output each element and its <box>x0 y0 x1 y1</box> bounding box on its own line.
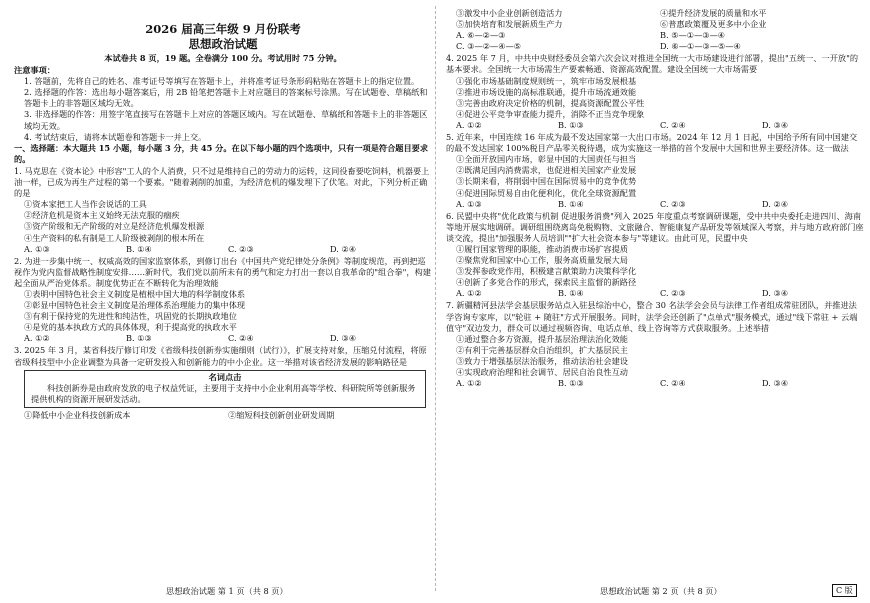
page-footer-left: 思想政治试题 第 1 页（共 8 页） <box>166 586 288 596</box>
page-2 <box>446 8 864 389</box>
choice-b: B. ①③ <box>126 333 152 344</box>
term-explanation-box <box>24 370 426 408</box>
statement-option: ①通过整合多方资源，提升基层治理法治化效能 <box>456 333 628 344</box>
statement-option: ②推进市场设施的高标准联通，提升市场流通效能 <box>456 86 637 97</box>
statement-option: ④生产资料的私有制是工人阶级被剥削的根本所在 <box>24 232 205 243</box>
choice-d: D. ②④ <box>762 198 789 209</box>
statement-option: ①资本家把工人当作会说话的工具 <box>24 199 147 210</box>
statement-option: ②彰显中国特色社会主义制度是治理体系治理能力的集中体现 <box>24 300 246 311</box>
choice-c: C. ②③ <box>660 198 686 209</box>
statement-option: ③完善由政府决定价格的机制，提高资源配置公平性 <box>456 97 645 108</box>
choice-c: C. ②④ <box>228 333 254 344</box>
choice-b: B. ①③ <box>558 119 584 130</box>
choice-a: A. ①③ <box>456 198 482 209</box>
statement-option: ①强化市场基础制度规则统一，筑牢市场发展根基 <box>456 75 637 86</box>
answer-choices <box>14 333 432 344</box>
question-stem: 4. 2025 年 7 月，中共中央财经委员会第六次会议对推进全国统一大市场建设进行部署，提出"五统一、一开放"的基本要求。全国统一大市场需生产要素畅通、资源高效配置。建设全国统一大市场需要 <box>446 53 859 75</box>
notes-heading: 注意事项： <box>14 65 55 76</box>
choice-d: D. ②④ <box>330 243 357 254</box>
question-1 <box>14 166 432 255</box>
answer-choices <box>446 378 864 389</box>
statement-option: ④是党的基本执政方式的具体体现，利于提高党的执政水平 <box>24 322 237 333</box>
answer-choices <box>446 199 864 210</box>
choice-d: D. ③④ <box>330 333 357 344</box>
statement-option: ②经济危机是资本主义始终无法克服的痼疾 <box>24 210 180 221</box>
choice-a: A. ①③ <box>24 243 50 254</box>
question-stem: 5. 近年来，中国连续 16 年成为最不发达国家第一大出口市场。2024 年 12 月 1 日起，中国给予所有同中国建交的最不发达国家 100%税目产品零关税待遇，成为实施这一举措的首个发展中大国和世界主要经济体。这一做法 <box>446 132 858 154</box>
box-title: 名词点击 <box>208 371 242 382</box>
statement-option: ②缩短科技创新创业研发周期 <box>228 409 335 420</box>
statement-option: ③资产阶级和无产阶级的对立是经济危机爆发根源 <box>24 221 205 232</box>
statement-option: ③激发中小企业创新创造活力 <box>456 8 563 18</box>
box-body: 科技创新券是由政府发放的电子权益凭证，主要用于支持中小企业利用高等学校、科研院所等创新服务提供机构的资源开展研发活动。 <box>31 382 416 404</box>
answer-choices <box>446 120 864 131</box>
version-badge: C 版 <box>832 584 857 597</box>
statement-option: ⑥普惠政策覆及更多中小企业 <box>660 19 767 30</box>
page-1 <box>14 8 432 421</box>
statement-option: ⑤加快培育和发展新质生产力 <box>456 19 563 30</box>
question-stem: 1. 马克思在《资本论》中形容"工人的个人消费，只不过是维持自己的劳动力的运转，这同役畜要吃饲料，机器要上油一样，已成为再生产过程的第一个要素。"随着剥削的加重，为经济危机的爆发埋下了伏笔。对此，下列分析正确的是 <box>14 165 430 199</box>
statement-options <box>446 8 864 30</box>
subject-title: 思想政治试题 <box>188 37 258 51</box>
choice-c: C. ②④ <box>660 119 686 130</box>
question-stem: 3. 2025 年 3 月，某省科技厅修订印发《省级科技创新券实施细则（试行）》，扩展支持对象，压缩兑付流程，将原省级科技型中小企业调整为具备一定研发投入和创新能力的中小企业。这一举措对该省经济发展的影响路径是 <box>14 345 427 367</box>
choice-a: A. ①② <box>456 119 482 130</box>
statement-option: ①履行国家管理的职能，推动消费市场扩容提质 <box>456 243 628 254</box>
question-6 <box>446 211 864 300</box>
choice-d: D. ⑥—①—③—⑤—④ <box>660 41 741 52</box>
statement-option: ②聚焦党和国家中心工作，服务高质量发展大局 <box>456 255 628 266</box>
choice-a: A. ⑥—②—③ <box>456 30 506 41</box>
question-2 <box>14 256 432 345</box>
choice-a: A. ①② <box>24 333 50 344</box>
page-footer-right: 思想政治试题 第 2 页（共 8 页） <box>600 586 722 596</box>
statement-option: ④创新了多党合作的形式，探索民主监督的新路径 <box>456 277 637 288</box>
section-heading: 一、选择题：本大题共 15 小题，每小题 3 分，共 45 分。在以下每小题的四个选项中，只有一项是符合题目要求的。 <box>14 142 429 164</box>
choice-a: A. ①② <box>456 288 482 299</box>
question-stem: 6. 民盟中央将"优化政策与机制 促进服务消费"列入 2025 年度重点考察调研课题，受中共中央委托走进四川、海南等地开展实地调研。调研组围绕离岛免税购物、文旅融合、智能康复产品研发等领域深入考察，并与地方政府部门座谈交流，提出"加强服务人员培训""扩大社会资本参与"等建议。由此可见，民盟中央 <box>446 210 864 243</box>
choice-b: B. ①④ <box>558 198 584 209</box>
choice-c: C. ②③ <box>228 243 254 254</box>
statement-options <box>14 410 432 421</box>
answer-choices <box>446 288 864 299</box>
choice-c: C. ②③ <box>660 288 686 299</box>
statement-option: ①降低中小企业科技创新成本 <box>24 409 131 420</box>
note-item: 2. 选择题的作答：选出每小题答案后，用 2B 铅笔把答题卡上对应题目的答案标号涂黑。写在试题卷、草稿纸和答题卡上的非答题区域均无效。 <box>24 87 428 109</box>
question-stem: 7. 新疆精河县法学会基层服务站点入驻县综治中心，整合 30 名法学会会员与法律工作者组成常驻团队，并推进法学咨询专家库，以"轮驻 + 随驻"方式开展服务。同时，法学会还创新了"点单式"服务模式，通过"线下常驻 + 云端值守"双边发力，群众可以通过视频咨询、电话点单、线上咨询等方式获取服务。上述举措 <box>446 300 858 333</box>
statement-option: ②既满足国内消费需求，也促进相关国家产业发展 <box>456 165 637 176</box>
choice-b: B. ①④ <box>558 288 584 299</box>
statement-option: ③致力于增强基层法治服务，推动法治社会建设 <box>456 355 628 366</box>
answer-choices <box>446 30 864 52</box>
choice-b: B. ①③ <box>558 378 584 389</box>
choice-c: C. ②④ <box>660 378 686 389</box>
note-item: 1. 答题前，先将自己的姓名、准考证号等填写在答题卡上，并将准考证号条形码粘贴在答题卡上的指定位置。 <box>24 76 420 87</box>
question-stem: 2. 为进一步集中统一、权威高效的国家监察体系，到修订出台《中国共产党纪律处分条例》等制度规范，再到把巡视作为党内监督战略性制度安排……新时代，我们党以前所未有的勇气和定力打出一套以自我革命的"组合拳"，构建起全面从严治党体系。制度优势正在不断转化为治理效能 <box>14 255 431 288</box>
statement-option: ③有利于保持党的先进性和纯洁性，巩固党的长期执政地位 <box>24 311 237 322</box>
exam-meta: 本试卷共 8 页，19 题。全卷满分 100 分。考试用时 75 分钟。 <box>104 53 342 63</box>
statement-option: ④促进国际贸易自由化便利化，优化全球资源配置 <box>456 187 637 198</box>
question-5 <box>446 132 864 210</box>
choice-a: A. ①② <box>456 378 482 389</box>
statement-option: ④实现政府治理和社会调节、居民自治良性互动 <box>456 367 628 377</box>
statement-option: ①表明中国特色社会主义制度是植根中国大地的科学制度体系 <box>24 288 246 299</box>
exam-title: 2026 届高三年级 9 月份联考 <box>145 22 301 36</box>
statement-option: ④促进公平竞争审查能力提升，消除不正当竞争现象 <box>456 108 645 119</box>
choice-d: D. ③④ <box>762 378 789 389</box>
choice-d: D. ③④ <box>762 119 789 130</box>
choice-b: B. ⑤—①—③—④ <box>660 30 726 41</box>
statement-option: ③发挥参政党作用，积极建言献策助力决策科学化 <box>456 266 637 277</box>
choice-b: B. ①④ <box>126 243 152 254</box>
question-4 <box>446 53 864 131</box>
statement-option: ①全面开放国内市场，彰显中国的大国责任与担当 <box>456 154 637 165</box>
page-divider <box>435 6 436 591</box>
question-3 <box>14 345 432 421</box>
statement-option: ②有利于完善基层群众自治组织，扩大基层民主 <box>456 344 628 355</box>
choice-c: C. ③—②—④—⑤ <box>456 41 522 52</box>
statement-option: ③长期来看，将削弱中国在国际贸易中的竞争优势 <box>456 176 637 187</box>
question-3-continued <box>446 8 864 52</box>
answer-choices <box>14 244 432 255</box>
note-item: 4. 考试结束后，请将本试题卷和答题卡一并上交。 <box>24 131 207 142</box>
choice-d: D. ③④ <box>762 288 789 299</box>
note-item: 3. 非选择题的作答：用签字笔直接写在答题卡上对应的答题区域内。写在试题卷、草稿纸和答题卡上的非答题区域均无效。 <box>24 109 428 131</box>
question-7 <box>446 300 864 389</box>
statement-option: ④提升经济发展的质量和水平 <box>660 8 767 18</box>
